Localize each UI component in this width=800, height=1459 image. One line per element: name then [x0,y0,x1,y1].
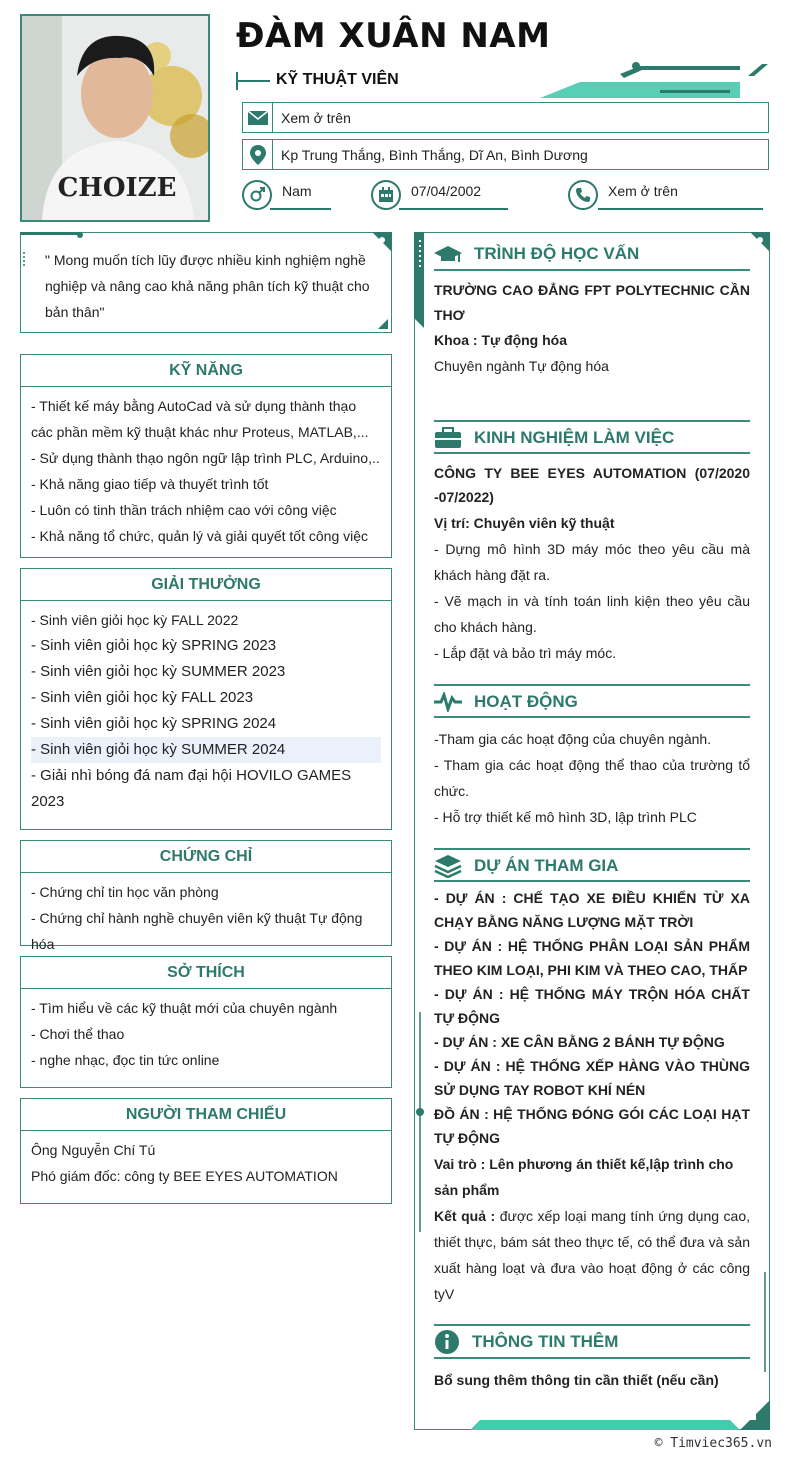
hobbies-title: SỞ THÍCH [21,957,391,989]
career-objective-text: " Mong muốn tích lũy được nhiều kinh nghiệm nghề nghiệp và nâng cao khả năng phân tích kỹ thuật cho bản thân" [45,252,370,320]
skills-section [20,354,392,558]
job-title: KỸ THUẬT VIÊN [276,71,399,88]
reference-item: Ông Nguyễn Chí Tú [31,1142,156,1158]
footer-credit: © Timviec365.vn [654,1436,772,1451]
circuit-decoration [540,60,770,100]
project-item: - DỰ ÁN : HỆ THỐNG MÁY TRỘN HÓA CHẤT TỰ ĐỘNG [434,986,750,1026]
address-row [242,139,769,170]
location-pin-icon [243,140,273,169]
award-item: - Sinh viên giỏi học kỳ FALL 2023 [31,689,254,706]
education-major: Chuyên ngành Tự động hóa [434,358,609,374]
experience-divider [434,452,750,454]
award-item: - Sinh viên giỏi học kỳ SUMMER 2023 [31,663,286,680]
project-item: - DỰ ÁN : XE CÂN BẰNG 2 BÁNH TỰ ĐỘNG [434,1034,725,1050]
activities-title: HOẠT ĐỘNG [474,692,578,711]
award-item: - Sinh viên giỏi học kỳ SPRING 2024 [31,715,277,732]
skill-item: - Khả năng tổ chức, quản lý và giải quyết tốt công việc [31,528,369,544]
skill-item: - Thiết kế máy bằng AutoCad và sử dụng thành thạo các phần mềm kỹ thuật khác như Proteus, MATLAB,... [31,398,369,440]
extra-text: Bổ sung thêm thông tin cần thiết (nếu cần) [434,1372,719,1388]
award-item-highlighted: - Sinh viên giỏi học kỳ SUMMER 2024 [31,737,381,763]
project-result [434,1203,750,1307]
experience-company: CÔNG TY BEE EYES AUTOMATION (07/2020 -07/2022) [434,465,750,505]
hobby-item: - nghe nhạc, đọc tin tức online [31,1052,220,1068]
hobbies-section [20,956,392,1088]
project-item: ĐỒ ÁN : HỆ THỐNG ĐÓNG GÓI CÁC LOẠI HẠT TỰ ĐỘNG [434,1106,750,1146]
awards-section [20,568,392,830]
profile-photo [20,14,210,222]
birthday-item [371,180,481,210]
hobby-item: - Tìm hiểu về các kỹ thuật mới của chuyên ngành [31,1000,338,1016]
activity-item: - Tham gia các hoạt động thể thao của trường tổ chức. [434,757,750,799]
experience-position: Vị trí: Chuyên viên kỹ thuật [434,515,615,531]
project-role: Vai trò : Lên phương án thiết kế,lập trình cho sản phẩm [434,1156,734,1198]
education-title: TRÌNH ĐỘ HỌC VẤN [474,244,640,263]
references-title: NGƯỜI THAM CHIẾU [21,1099,391,1131]
experience-header [434,420,750,456]
award-item: - Sinh viên giỏi học kỳ FALL 2022 [31,612,239,628]
certificate-item: - Chứng chỉ hành nghề chuyên viên kỹ thuật Tự động hóa [31,910,363,952]
phone-icon [568,180,598,210]
education-faculty: Khoa : Tự động hóa [434,332,568,348]
certificates-section [20,840,392,952]
project-item: - DỰ ÁN : HỆ THỐNG XẾP HÀNG VÀO THÙNG SỬ DỤNG TAY ROBOT KHÍ NÉN [434,1058,750,1098]
layers-icon [434,854,462,878]
candidate-name: ĐÀM XUÂN NAM [236,16,551,56]
email-value: Xem ở trên [281,109,351,126]
experience-item: - Dựng mô hình 3D máy móc theo yêu cầu mà khách hàng đặt ra. [434,541,750,583]
email-row [242,102,769,133]
address-value: Kp Trung Thắng, Bình Thắng, Dĩ An, Bình Dương [281,146,588,163]
briefcase-icon [434,427,462,449]
projects-title: DỰ ÁN THAM GIA [474,856,619,875]
skill-item: - Khả năng giao tiếp và thuyết trình tốt [31,476,269,492]
activity-item: -Tham gia các hoạt động của chuyên ngành. [434,731,712,747]
gender-value: Nam [282,183,312,199]
calendar-icon [371,180,401,210]
activities-header [434,684,750,720]
project-result-text: được xếp loại mang tính ứng dụng cao, thiết thực, bám sát theo thực tế, có thể đưa và sản xuất hàng loạt và đưa vào hoạt động ở các công tyV [434,1208,751,1302]
references-section [20,1098,392,1204]
skill-item: - Luôn có tinh thần trách nhiệm cao với công việc [31,502,337,518]
extra-title: THÔNG TIN THÊM [472,1332,619,1351]
award-item: - Giải nhì bóng đá nam đại hội HOVILO GAMES 2023 [31,767,352,810]
pulse-icon [434,692,462,712]
hobby-item: - Chơi thể thao [31,1026,125,1042]
experience-item: - Vẽ mạch in và tính toán linh kiện theo yêu cầu cho khách hàng. [434,593,750,635]
projects-header [434,848,750,884]
phone-item [568,180,678,210]
projects-divider [434,880,750,882]
education-divider [434,269,750,271]
phone-value: Xem ở trên [608,183,678,199]
education-header [434,236,750,272]
birthday-value: 07/04/2002 [411,183,482,199]
gender-underline [270,208,331,210]
project-result-label: Kết quả : [434,1208,496,1224]
skills-title: KỸ NĂNG [21,355,391,387]
education-school: TRƯỜNG CAO ĐẲNG FPT POLYTECHNIC CẦN THƠ [434,282,750,323]
award-item: - Sinh viên giỏi học kỳ SPRING 2023 [31,637,277,654]
gender-icon [242,180,272,210]
objective-corner-decoration [20,232,392,333]
birthday-underline [399,208,508,210]
project-item: - DỰ ÁN : CHẾ TẠO XE ĐIỀU KHIỂN TỪ XA CHẠY BẰNG NĂNG LƯỢNG MẶT TRỜI [434,890,750,930]
experience-item: - Lắp đặt và bảo trì máy móc. [434,645,617,661]
experience-title: KINH NGHIỆM LÀM VIỆC [474,428,675,447]
graduation-cap-icon [434,244,462,264]
project-item: - DỰ ÁN : HỆ THỐNG PHÂN LOẠI SẢN PHẨM THEO KIM LOẠI, PHI KIM VÀ THEO CAO, THẤP [434,938,750,978]
envelope-icon [243,103,273,132]
reference-item: Phó giám đốc: công ty BEE EYES AUTOMATION [31,1168,338,1184]
activity-item: - Hỗ trợ thiết kế mô hình 3D, lập trình PLC [434,809,697,825]
gender-item [242,180,312,210]
profile-photo-image [22,16,208,220]
extra-divider [434,1357,750,1359]
photo-shirt-text: CHOIZE [57,173,177,203]
awards-title: GIẢI THƯỞNG [21,569,391,601]
info-icon [434,1329,460,1355]
certificate-item: - Chứng chỉ tin học văn phòng [31,884,219,900]
extra-header [434,1324,750,1360]
job-line-decoration [236,80,270,82]
phone-underline [598,208,763,210]
certificates-title: CHỨNG CHỈ [21,841,391,873]
activities-divider [434,716,750,718]
skill-item: - Sử dụng thành thạo ngôn ngữ lập trình PLC, Arduino,.. [31,450,380,466]
